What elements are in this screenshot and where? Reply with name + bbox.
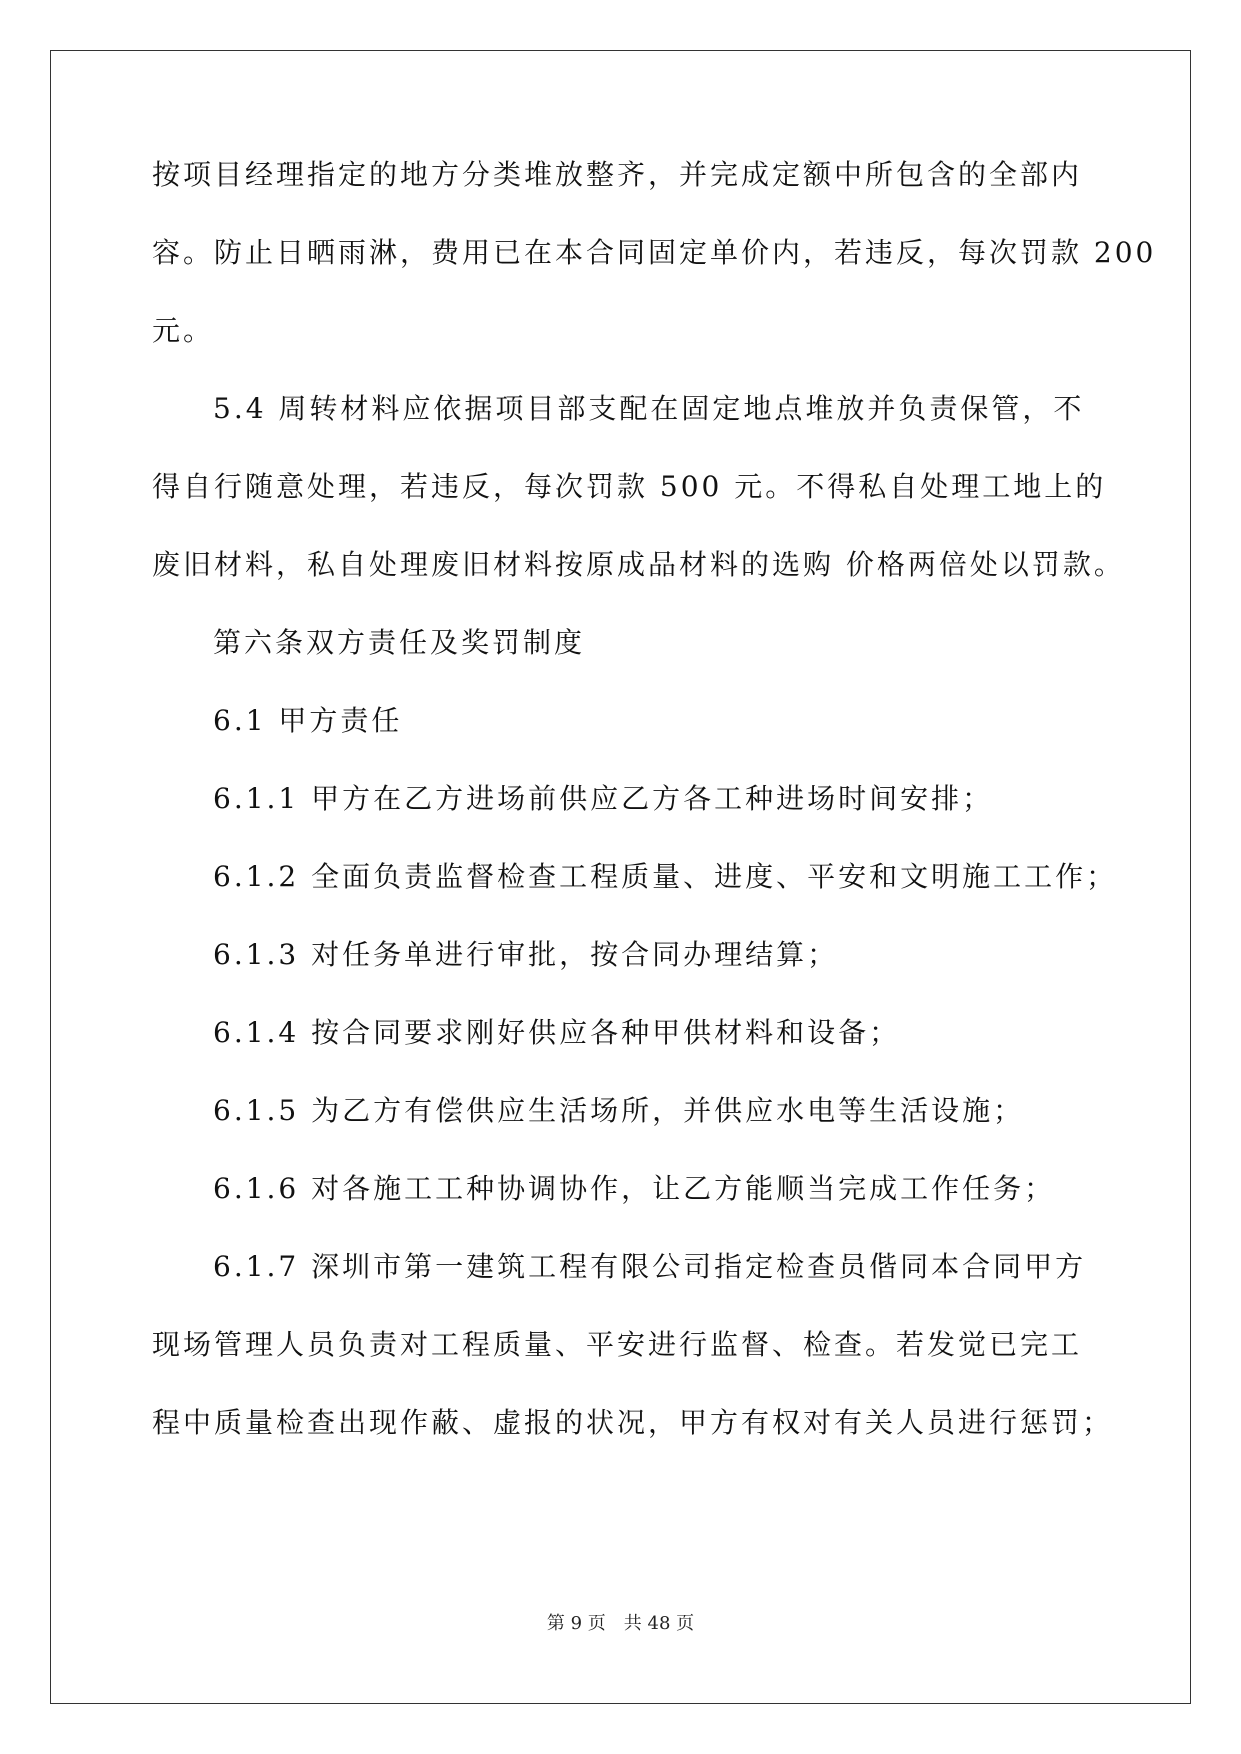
text-line: 容。防止日晒雨淋，费用已在本合同固定单价内，若违反，每次罚款 200: [152, 236, 1157, 269]
text-line: 程中质量检查出现作蔽、虚报的状况，甲方有权对有关人员进行惩罚；: [152, 1406, 1114, 1439]
text-line: 得自行随意处理，若违反，每次罚款 500 元。不得私自处理工地上的: [152, 470, 1107, 503]
text-line: 元。: [152, 314, 215, 347]
text-line: 6.1.6 对各施工工种协调协作，让乙方能顺当完成工作任务；: [213, 1172, 1056, 1205]
text-line: 废旧材料，私自处理废旧材料按原成品材料的选购 价格两倍处以罚款。: [152, 548, 1125, 581]
page-footer: 第 9 页 共 48 页: [546, 1613, 695, 1634]
text-line: 5.4 周转材料应依据项目部支配在固定地点堆放并负责保管，不: [213, 392, 1085, 425]
text-line: 6.1.7 深圳市第一建筑工程有限公司指定检查员偕同本合同甲方: [213, 1250, 1087, 1283]
text-line: 现场管理人员负责对工程质量、平安进行监督、检查。若发觉已完工: [152, 1328, 1083, 1361]
text-line: 6.1.1 甲方在乙方进场前供应乙方各工种进场时间安排；: [213, 782, 994, 815]
text-line: 6.1.2 全面负责监督检查工程质量、进度、平安和文明施工工作；: [213, 860, 1118, 893]
text-line: 6.1.5 为乙方有偿供应生活场所，并供应水电等生活设施；: [213, 1094, 1025, 1127]
text-line: 6.1.3 对任务单进行审批，按合同办理结算；: [213, 938, 839, 971]
section-heading: 第六条双方责任及奖罚制度: [213, 626, 586, 659]
text-line: 按项目经理指定的地方分类堆放整齐，并完成定额中所包含的全部内: [152, 158, 1083, 191]
subsection-heading: 6.1 甲方责任: [213, 704, 403, 737]
text-line: 6.1.4 按合同要求刚好供应各种甲供材料和设备；: [213, 1016, 901, 1049]
